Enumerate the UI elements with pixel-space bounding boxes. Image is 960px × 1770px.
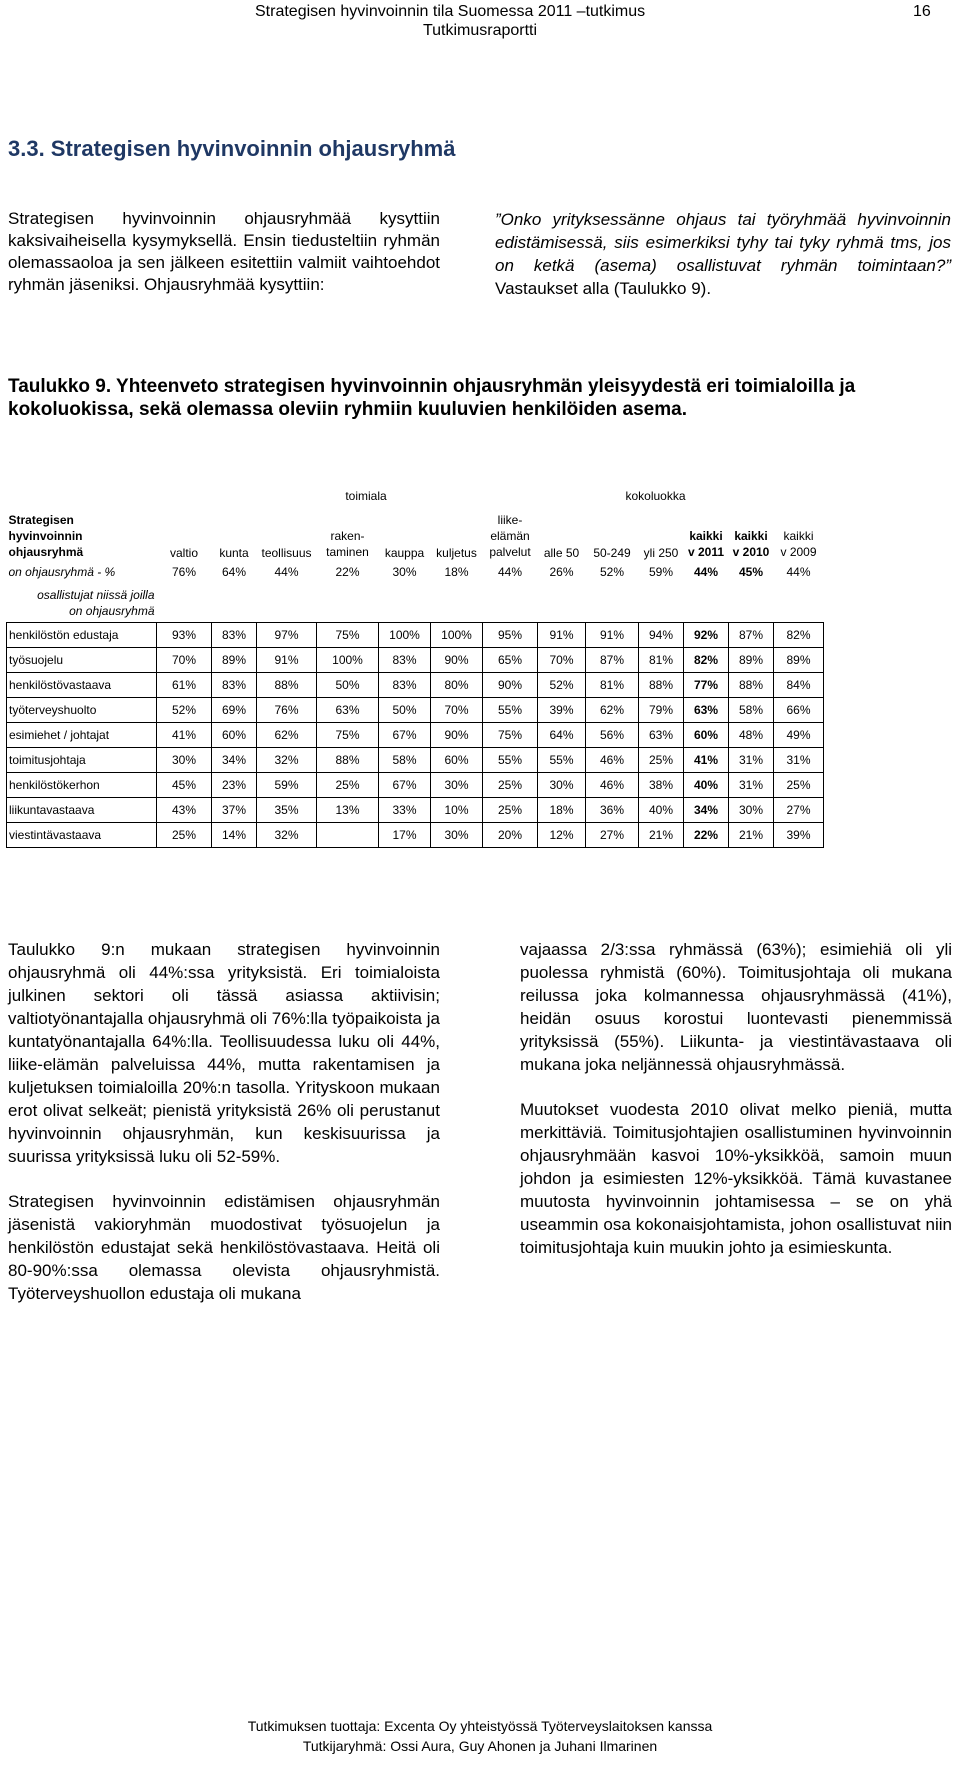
table-row (7, 722, 824, 747)
table-cell: 69% (212, 697, 257, 722)
table-cell: 13% (317, 797, 379, 822)
intro-paragraph: Strategisen hyvinvoinnin ohjausryhmää kysyttiin kaksivaiheisella kysymyksellä. Ensin tiedusteltiin ryhmän olemassaoloa ja sen jälkeen esitettiin valmiit vaihtoehdot ryhmän jäseniksi. Ohjausryhmää kysyttiin: (8, 209, 440, 294)
table-cell: 38% (639, 772, 684, 797)
table-cell: 82% (684, 647, 729, 672)
table-cell: 100% (379, 622, 431, 647)
row-label: työsuojelu (7, 647, 157, 672)
table-cell: 36% (586, 797, 639, 822)
table-cell: 10% (431, 797, 483, 822)
table-cell: 34% (212, 747, 257, 772)
table-cell: 82% (774, 622, 824, 647)
table-cell: 30% (431, 822, 483, 847)
table-cell: 55% (483, 747, 538, 772)
table-cell: 70% (431, 697, 483, 722)
table-cell: 27% (774, 797, 824, 822)
row-label: työterveyshuolto (7, 697, 157, 722)
table-cell: 77% (684, 672, 729, 697)
table-row (7, 622, 824, 647)
table-cell: 90% (431, 722, 483, 747)
table-cell: 56% (586, 722, 639, 747)
table-cell: 62% (586, 697, 639, 722)
table-cell: 88% (257, 672, 317, 697)
table-cell: 40% (684, 772, 729, 797)
table-row-ohjausryhma: on ohjausryhmä - % 76% 64% 44% 22% 30% 18% 44% 26% 52% 59% 44% 45% 44% (8, 565, 811, 579)
table-caption: Taulukko 9. Yhteenveto strategisen hyvinvoinnin ohjausryhmän yleisyydestä eri toimialoilla ja kokoluokissa, sekä olemassa oleviin ryhmiin kuuluvien henkilöiden asema. (8, 376, 856, 420)
table-cell: 75% (317, 722, 379, 747)
table-cell: 30% (538, 772, 586, 797)
table-cell: 90% (483, 672, 538, 697)
row-label: henkilöstökerhon (7, 772, 157, 797)
table-cell: 25% (483, 772, 538, 797)
group-label-toimiala: toimiala (345, 489, 387, 503)
table-cell: 91% (538, 622, 586, 647)
table-subheader: osallistujat niissä joilla on ohjausryhmä (37, 587, 155, 618)
table-cell: 40% (639, 797, 684, 822)
footer-producer: Tutkimuksen tuottaja: Excenta Oy yhteistyössä Työterveyslaitoksen kanssa (247, 1718, 713, 1734)
table-cell: 50% (379, 697, 431, 722)
table-row (7, 647, 824, 672)
table-cell: 94% (639, 622, 684, 647)
table-cell: 34% (684, 797, 729, 822)
col-header: kunta (219, 546, 249, 560)
table-cell: 30% (729, 797, 774, 822)
table-cell: 12% (538, 822, 586, 847)
table-cell: 21% (639, 822, 684, 847)
table-cell: 76% (257, 697, 317, 722)
table-cell: 81% (639, 647, 684, 672)
table-cell: 83% (379, 647, 431, 672)
left-text-column (8, 938, 440, 1327)
table-cell: 25% (157, 822, 212, 847)
table-cell: 60% (431, 747, 483, 772)
table-cell: 60% (684, 722, 729, 747)
paragraph: Muutokset vuodesta 2010 olivat melko pieniä, mutta merkittäviä. Toimitusjohtajien osallistuminen hyvinvoinnin ohjausryhmään kasvoi 10%-yksikköä, samoin muun johdon ja esimiesten 12%-yksikköä. Tämä kuvastanee muutosta hyvinvoinnin johtamisessa – se on yhä useammin osa kokonaisjohtamista, johon osallistuvat niin toimitusjohtaja kuin muukin johto ja esimieskunta. (520, 1100, 952, 1257)
row-label: henkilöstön edustaja (7, 622, 157, 647)
footer-researchers: Tutkijaryhmä: Ossi Aura, Guy Ahonen ja Juhani Ilmarinen (302, 1738, 658, 1754)
table-cell: 30% (157, 747, 212, 772)
col-header: raken- taminen (326, 529, 369, 559)
table-cell: 55% (538, 747, 586, 772)
table-cell: 63% (684, 697, 729, 722)
table-cell: 52% (157, 697, 212, 722)
table-cell: 100% (317, 647, 379, 672)
table-cell: 21% (729, 822, 774, 847)
table-cell: 90% (431, 647, 483, 672)
col-header: yli 250 (643, 546, 679, 560)
table-cell: 33% (379, 797, 431, 822)
table-cell: 60% (212, 722, 257, 747)
table-cell: 64% (538, 722, 586, 747)
table-cell: 14% (212, 822, 257, 847)
table-cell: 31% (729, 747, 774, 772)
table-cell: 58% (729, 697, 774, 722)
table-cell: 20% (483, 822, 538, 847)
table-cell: 23% (212, 772, 257, 797)
col-header: alle 50 (543, 546, 580, 560)
right-text-column (520, 938, 952, 1281)
table-cell: 92% (684, 622, 729, 647)
table-cell: 25% (639, 747, 684, 772)
table-cell: 93% (157, 622, 212, 647)
table-cell: 55% (483, 697, 538, 722)
table-cell: 46% (586, 747, 639, 772)
survey-question (495, 208, 951, 300)
table-cell: 80% (431, 672, 483, 697)
row-label: toimitusjohtaja (7, 747, 157, 772)
table-cell: 83% (212, 622, 257, 647)
table-cell: 50% (317, 672, 379, 697)
table-cell: 39% (774, 822, 824, 847)
page-number: 16 (913, 3, 931, 20)
table-row (7, 672, 824, 697)
table-cell: 67% (379, 722, 431, 747)
table-cell: 88% (729, 672, 774, 697)
table-cell: 62% (257, 722, 317, 747)
section-title: 3.3. Strategisen hyvinvoinnin ohjausryhmä (8, 136, 456, 161)
table-cell: 81% (586, 672, 639, 697)
table-cell: 18% (538, 797, 586, 822)
row-label: esimiehet / johtajat (7, 722, 157, 747)
col-header: 50-249 (593, 546, 631, 560)
table-row (7, 797, 824, 822)
table-cell: 43% (157, 797, 212, 822)
table-cell: 75% (483, 722, 538, 747)
table-cell: 17% (379, 822, 431, 847)
table-cell: 89% (212, 647, 257, 672)
summary-table (6, 484, 824, 848)
col-header: valtio (169, 546, 198, 560)
col-header: kaikki v 2009 (780, 529, 817, 559)
paragraph: vajaassa 2/3:ssa ryhmässä (63%); esimiehiä oli yli puolessa ryhmistä (60%). Toimitusjohtaja oli mukana reilussa joka kolmannessa ohjausryhmässä (41%), heidän osuus korostui luontevasti pienemmissä yrityksissä (55%). Liikunta- ja viestintävastaava oli mukana joka neljännessä ohjausryhmässä. (520, 940, 952, 1074)
table-cell: 79% (639, 697, 684, 722)
question-text: ”Onko yrityksessänne ohjaus tai työryhmää hyvinvoinnin edistämisessä, siis esimerkiksi tyhy tai tyky ryhmä tms, jos on ketkä (asema) osallistuvat ryhmän toimintaan?” (495, 210, 951, 275)
table-cell: 25% (774, 772, 824, 797)
table-cell: 45% (157, 772, 212, 797)
table-cell: 27% (586, 822, 639, 847)
table-cell: 37% (212, 797, 257, 822)
table-cell: 32% (257, 822, 317, 847)
col-header: kaikki v 2011 (687, 529, 725, 559)
table-cell: 31% (729, 772, 774, 797)
table-cell: 88% (639, 672, 684, 697)
table-cell: 35% (257, 797, 317, 822)
table-cell: 61% (157, 672, 212, 697)
col-header: kaikki v 2010 (732, 529, 770, 559)
row-label: henkilöstövastaava (7, 672, 157, 697)
table-cell: 32% (257, 747, 317, 772)
table-cell: 48% (729, 722, 774, 747)
report-subtitle: Tutkimusraportti (422, 22, 538, 39)
table-cell: 91% (257, 647, 317, 672)
table-cell: 25% (317, 772, 379, 797)
table-cell: 65% (483, 647, 538, 672)
table-cell: 91% (586, 622, 639, 647)
table-cell: 66% (774, 697, 824, 722)
table-cell: 67% (379, 772, 431, 797)
table-cell: 70% (157, 647, 212, 672)
table-row (7, 822, 824, 847)
col-header: kauppa (384, 546, 425, 560)
col-header: liike- elämän palvelut (489, 513, 531, 559)
table-cell: 31% (774, 747, 824, 772)
table-cell: 75% (317, 622, 379, 647)
row-label: viestintävastaava (7, 822, 157, 847)
table-cell: 100% (431, 622, 483, 647)
table-cell: 84% (774, 672, 824, 697)
table-cell: 52% (538, 672, 586, 697)
table-cell (317, 822, 379, 847)
table-cell: 63% (639, 722, 684, 747)
table-cell: 46% (586, 772, 639, 797)
table-cell: 87% (729, 622, 774, 647)
table-row (7, 747, 824, 772)
table-cell: 83% (212, 672, 257, 697)
table-cell: 87% (586, 647, 639, 672)
paragraph: Strategisen hyvinvoinnin edistämisen ohjausryhmän jäsenistä vakioryhmän muodostivat työsuojelun ja henkilöstön edustajat sekä henkilöstövastaava. Heitä oli 80-90%:ssa olemassa olevista ohjausryhmistä. Työterveyshuollon edustaja oli mukana (8, 1192, 440, 1303)
table-cell: 58% (379, 747, 431, 772)
table-row (7, 772, 824, 797)
group-label-kokoluokka: kokoluokka (625, 489, 686, 503)
page-footer (0, 1716, 960, 1756)
table-cell: 95% (483, 622, 538, 647)
table-cell: 41% (157, 722, 212, 747)
table-row (7, 697, 824, 722)
paragraph: Taulukko 9:n mukaan strategisen hyvinvoinnin ohjausryhmä oli 44%:ssa yrityksistä. Eri toimialoista julkinen sektori oli tässä asiassa aktiivisin; valtiotyönantajalla ohjausryhmä oli 76%:lla työpaikoista ja kuntatyönantajalla 64%:lla. Teollisuudessa luku oli 44%, liike-elämän palveluissa 44%, mutta rakentamisen ja kuljetuksen toimialoilla 20%:n tasolla. Yrityskoon mukaan erot olivat selkeät; pienistä yrityksistä 26% oli perustanut hyvinvoinnin ohjausryhmän, kun keskisuurissa ja suurissa yrityksissä luku oli 52-59%. (8, 940, 440, 1166)
table-cell: 30% (431, 772, 483, 797)
table-cell: 97% (257, 622, 317, 647)
table-cell: 88% (317, 747, 379, 772)
table-cell: 49% (774, 722, 824, 747)
table-cell: 41% (684, 747, 729, 772)
table-cell: 89% (774, 647, 824, 672)
table-cell: 89% (729, 647, 774, 672)
table-cell: 70% (538, 647, 586, 672)
col-header: teollisuus (261, 546, 312, 560)
table-cell: 63% (317, 697, 379, 722)
question-tail: Vastaukset alla (Taulukko 9). (495, 279, 712, 298)
table-corner-label: Strategisen hyvinvoinnin ohjausryhmä (8, 513, 84, 559)
row-label: liikuntavastaava (7, 797, 157, 822)
table-cell: 83% (379, 672, 431, 697)
table-cell: 39% (538, 697, 586, 722)
table-cell: 22% (684, 822, 729, 847)
table-cell: 25% (483, 797, 538, 822)
report-title: Strategisen hyvinvoinnin tila Suomessa 2011 –tutkimus (255, 3, 646, 20)
table-cell: 59% (257, 772, 317, 797)
col-header: kuljetus (436, 546, 477, 560)
